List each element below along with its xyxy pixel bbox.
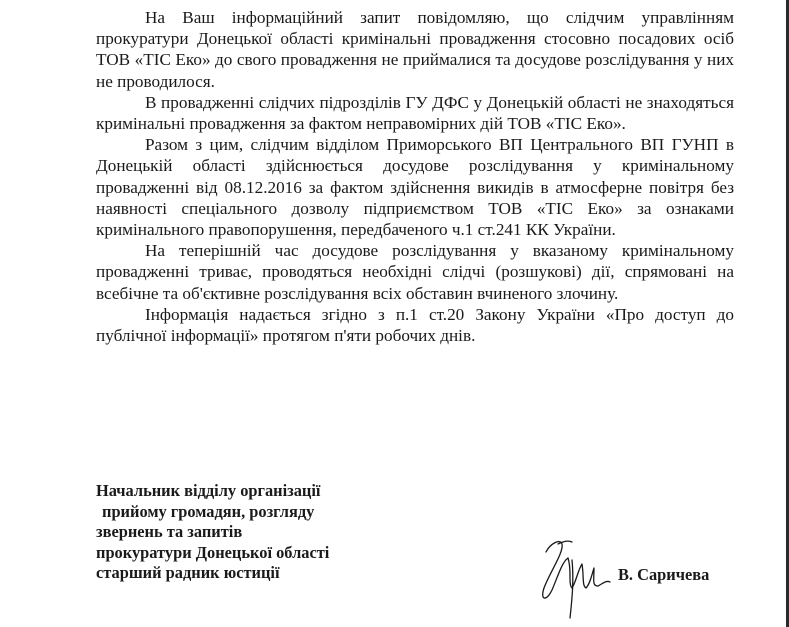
signatory-title-line: прокуратури Донецької області bbox=[96, 542, 330, 562]
paragraph-2: В провадженні слідчих підрозділів ГУ ДФС у Донецькій області не знаходяться кримінальні провадження за фактом неправомірних дій ТОВ «ТІС Еко». bbox=[96, 92, 734, 134]
paragraph-3: Разом з цим, слідчим відділом Приморського ВП Центрального ВП ГУНП в Донецькій області здійснюється досудове розслідування у кримінальному провадженні від 08.12.2016 за фактом здійснення викидів в атмосферне повітря без наявності спеціального дозволу підприємством ТОВ «ТІС Еко» за ознаками кримінального правопорушення, передбаченого ч.1 ст.241 КК України. bbox=[96, 135, 734, 240]
signatory-name: В. Саричева bbox=[618, 565, 710, 584]
handwritten-signature bbox=[532, 530, 614, 620]
signatory-title-line: звернень та запитів bbox=[96, 522, 243, 542]
paragraph-4: На теперішній час досудове розслідування у вказаному кримінальному провадженні триває, проводяться необхідні слідчі (розшукові) дії, спрямовані на всебічне та об'єктивне розслідування всіх обставин вчиненого злочину. bbox=[96, 241, 734, 303]
signatory-title-line: Начальник відділу організації bbox=[96, 481, 321, 500]
letter-body bbox=[96, 7, 734, 346]
paragraph-5: Інформація надається згідно з п.1 ст.20 Закону України «Про доступ до публічної інформації» протягом п'яти робочих днів. bbox=[96, 304, 734, 346]
paragraph-1: На Ваш інформаційний запит повідомляю, що слідчим управлінням прокуратури Донецької області кримінальні провадження стосовно посадових осіб ТОВ «ТІС Еко» до свого провадження не приймалися та досудове розслідування у них не проводилося. bbox=[96, 8, 734, 91]
signatory-title bbox=[96, 481, 329, 584]
signatory-title-line: прийому громадян, розгляду bbox=[102, 501, 315, 521]
signatory-title-line: старший радник юстиції bbox=[96, 563, 280, 583]
